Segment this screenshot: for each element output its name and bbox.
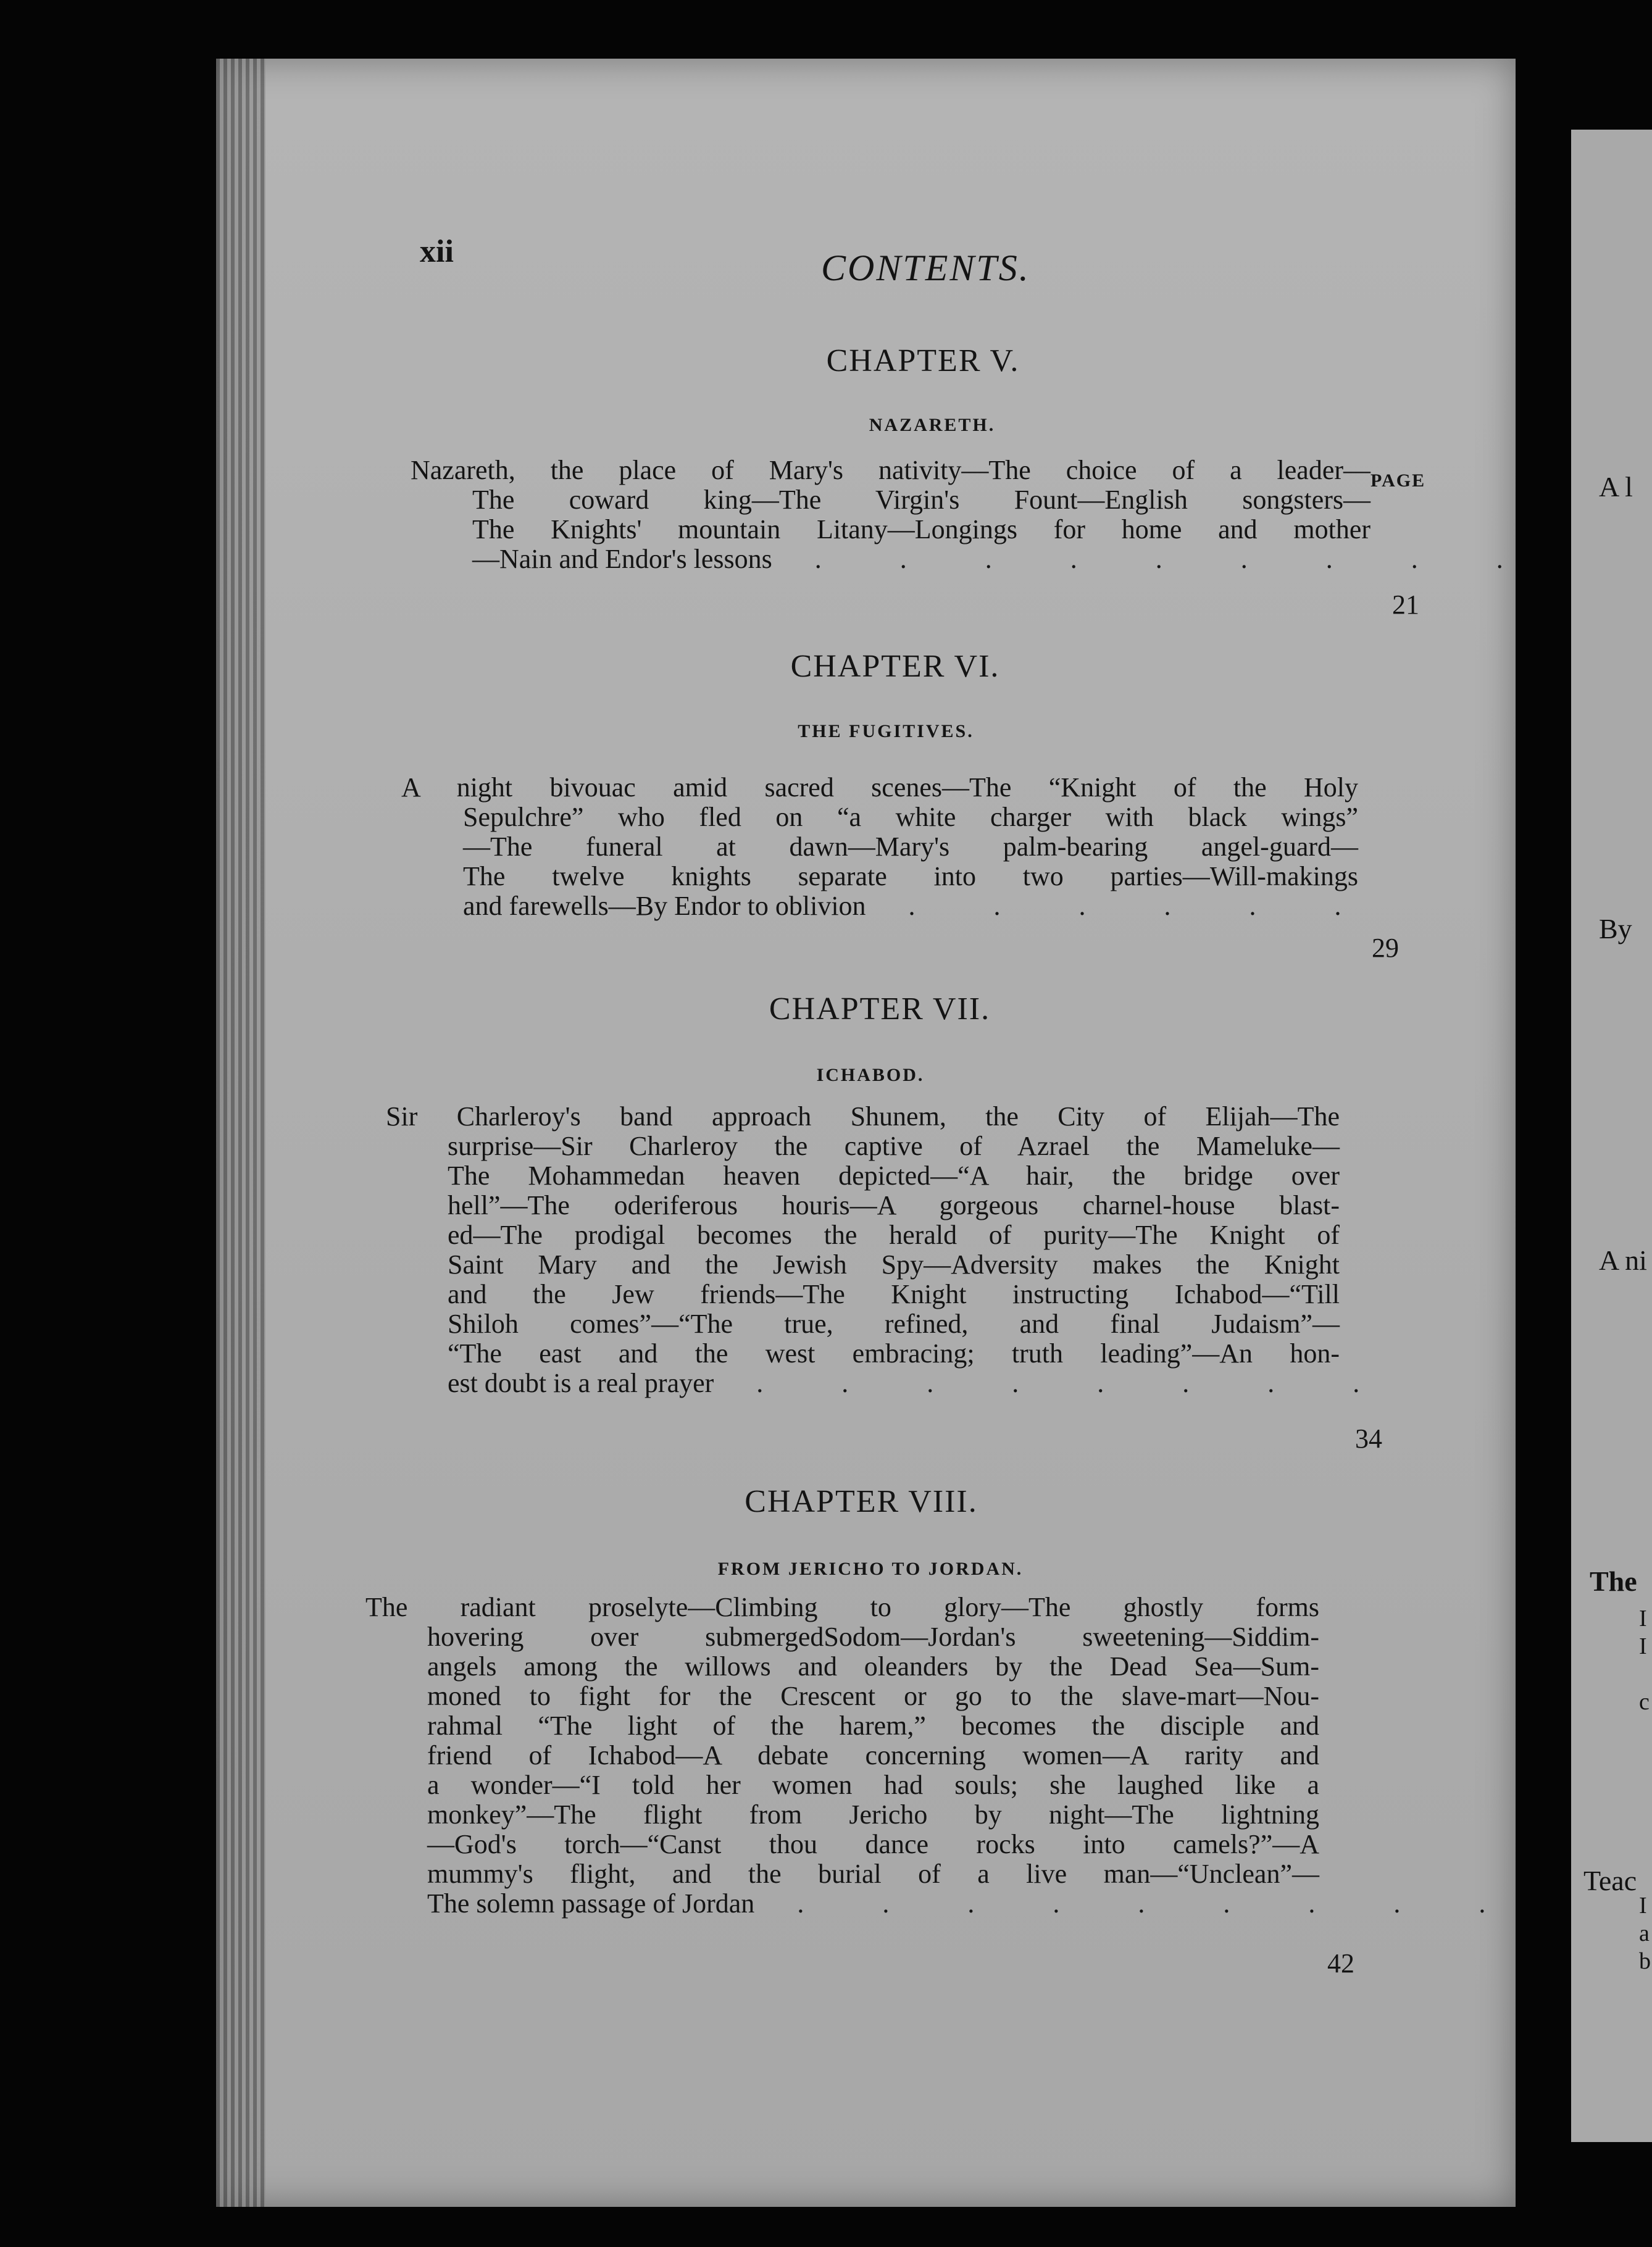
- synopsis-line: moned to fight for the Crescent or go to the slave-mart—Nou-: [427, 1681, 1319, 1711]
- facing-page-fragment: b: [1639, 1948, 1651, 1974]
- facing-page-fragment: a: [1639, 1920, 1650, 1946]
- synopsis-line: monkey”—The flight from Jericho by night—The lightning: [427, 1799, 1319, 1830]
- page-title: CONTENTS.: [821, 248, 1030, 288]
- synopsis-line: surprise—Sir Charleroy the captive of Azrael the Mameluke—: [448, 1131, 1340, 1161]
- chapter-synopsis: [386, 1101, 1396, 1398]
- facing-page-fragment: I: [1639, 1633, 1647, 1659]
- synopsis-line: The twelve knights separate into two parties—Will-makings: [463, 861, 1358, 891]
- facing-page-fragment: I: [1639, 1606, 1647, 1632]
- chapter-subtitle: ICHABOD.: [816, 1065, 925, 1085]
- chapter-subtitle: THE FUGITIVES.: [798, 721, 974, 741]
- synopsis-line: and the Jew friends—The Knight instructing Ichabod—“Till: [448, 1279, 1340, 1309]
- folio-number: xii: [420, 234, 454, 269]
- facing-page-fragment: A ni: [1599, 1244, 1647, 1276]
- chapter-heading: CHAPTER VIII.: [745, 1484, 978, 1519]
- facing-page-fragment: The: [1590, 1565, 1637, 1597]
- dot-leader: . . . . . . . . .: [754, 1888, 1522, 1919]
- synopsis-line: rahmal “The light of the harem,” becomes the disciple and: [427, 1711, 1319, 1741]
- synopsis-line: friend of Ichabod—A debate concerning women—A rarity and: [427, 1740, 1319, 1770]
- synopsis-line: —The funeral at dawn—Mary's palm-bearing angel-guard—: [463, 832, 1358, 862]
- synopsis-line: [463, 891, 1377, 921]
- synopsis-line: hovering over submergedSodom—Jordan's sweetening—Siddim-: [427, 1622, 1319, 1652]
- synopsis-line-text: —Nain and Endor's lessons: [472, 544, 772, 574]
- synopsis-line: Saint Mary and the Jewish Spy—Adversity makes the Knight: [448, 1249, 1340, 1280]
- synopsis-line: angels among the willows and oleanders by the Dead Sea—Sum-: [427, 1651, 1319, 1682]
- synopsis-line: Sepulchre” who fled on “a white charger with black wings”: [463, 802, 1358, 832]
- synopsis-line: mummy's flight, and the burial of a live man—“Unclean”—: [427, 1859, 1319, 1889]
- synopsis-line-text: and farewells—By Endor to oblivion: [463, 891, 866, 921]
- synopsis-line: Sir Charleroy's band approach Shunem, the City of Elijah—The: [386, 1101, 1340, 1132]
- chapter-heading: CHAPTER V.: [826, 343, 1020, 378]
- chapter-synopsis: [365, 1592, 1522, 1919]
- chapter-synopsis: [401, 772, 1377, 921]
- synopsis-line: [472, 544, 1539, 574]
- synopsis-line: hell”—The oderiferous houris—A gorgeous charnel-house blast-: [448, 1190, 1340, 1220]
- dot-leader: . . . . . .: [866, 891, 1377, 921]
- facing-page-fragment: A l: [1599, 471, 1633, 502]
- facing-page-fragment: c: [1639, 1689, 1650, 1715]
- chapter-heading: CHAPTER VII.: [769, 991, 991, 1027]
- synopsis-line: “The east and the west embracing; truth leading”—An hon-: [448, 1338, 1340, 1369]
- synopsis-line: a wonder—“I told her women had souls; she laughed like a: [427, 1770, 1319, 1800]
- page-number: 34: [1355, 1424, 1382, 1454]
- synopsis-line: The Mohammedan heaven depicted—“A hair, the bridge over: [448, 1161, 1340, 1191]
- synopsis-line: Nazareth, the place of Mary's nativity—The choice of a leader—: [411, 455, 1370, 485]
- synopsis-line: The coward king—The Virgin's Fount—English songsters—: [472, 485, 1370, 515]
- synopsis-line: [427, 1888, 1522, 1919]
- facing-page-fragment: Teac: [1583, 1865, 1637, 1896]
- facing-page-fragment: I: [1639, 1893, 1647, 1919]
- dot-leader: . . . . . . . . .: [772, 544, 1539, 574]
- chapter-heading: CHAPTER VI.: [790, 649, 1000, 684]
- synopsis-line: Shiloh comes”—“The true, refined, and final Judaism”—: [448, 1309, 1340, 1339]
- page-edge: [216, 59, 265, 2207]
- synopsis-line: —God's torch—“Canst thou dance rocks into camels?”—A: [427, 1829, 1319, 1859]
- synopsis-line: A night bivouac amid sacred scenes—The “Knight of the Holy: [401, 772, 1358, 802]
- page-number: 21: [1392, 590, 1419, 620]
- dot-leader: . . . . . . . .: [714, 1368, 1396, 1398]
- page-column-label: PAGE: [1370, 470, 1426, 491]
- chapter-subtitle: FROM JERICHO TO JORDAN.: [717, 1559, 1024, 1579]
- synopsis-line: The radiant proselyte—Climbing to glory—The ghostly forms: [365, 1592, 1319, 1622]
- synopsis-line-text: The solemn passage of Jordan: [427, 1888, 755, 1919]
- page-number: 42: [1327, 1948, 1354, 1978]
- synopsis-line: The Knights' mountain Litany—Longings for home and mother: [472, 514, 1370, 544]
- facing-page: [1571, 130, 1652, 2142]
- facing-page-fragment: By: [1599, 913, 1632, 944]
- synopsis-line-text: est doubt is a real prayer: [448, 1368, 714, 1398]
- synopsis-line: ed—The prodigal becomes the herald of purity—The Knight of: [448, 1220, 1340, 1250]
- page-number: 29: [1372, 933, 1399, 963]
- synopsis-line: [448, 1368, 1396, 1398]
- chapter-subtitle: NAZARETH.: [869, 415, 996, 435]
